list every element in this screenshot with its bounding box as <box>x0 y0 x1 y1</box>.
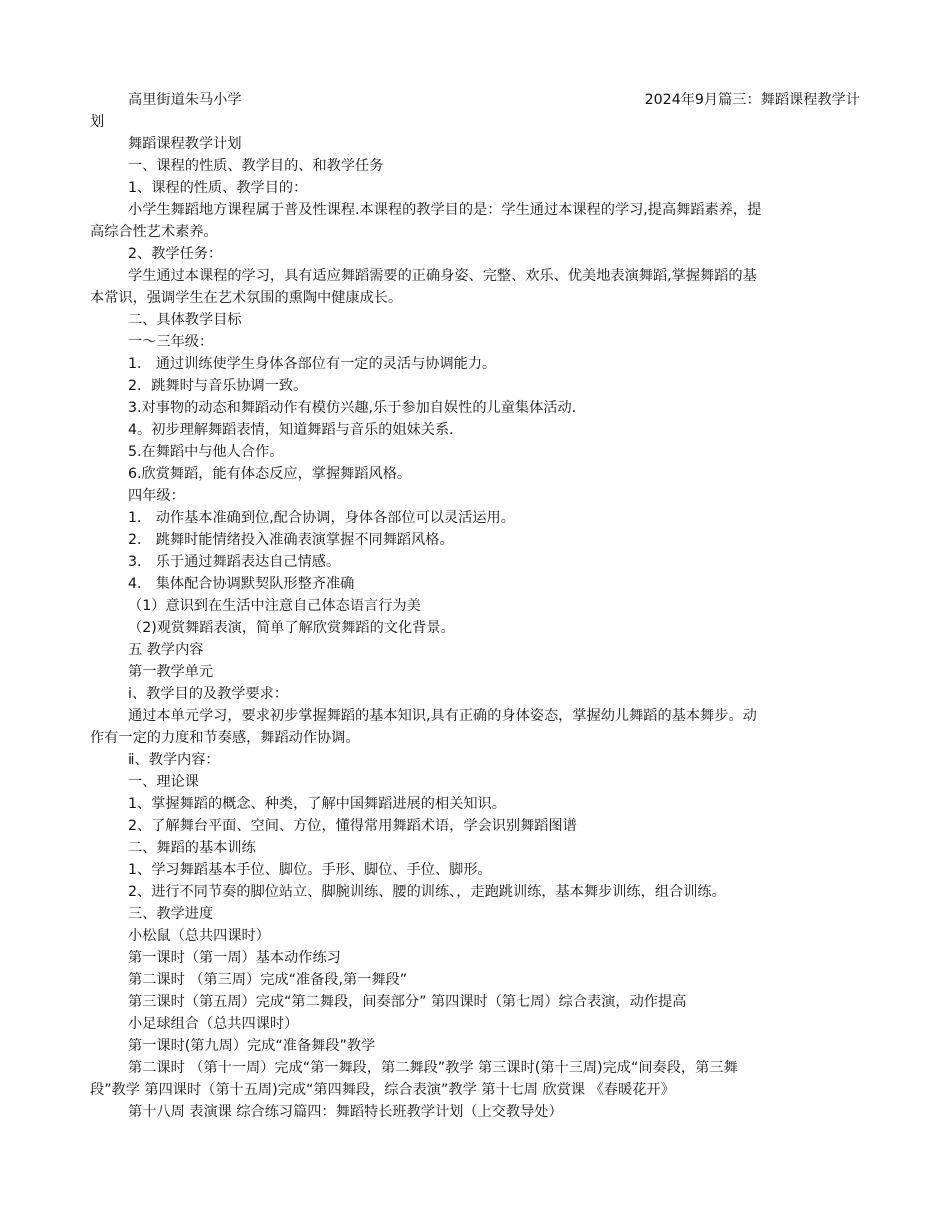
list-item: 3.对事物的动态和舞蹈动作有模仿兴趣,乐于参加自娱性的儿童集体活动. <box>128 400 577 416</box>
schedule-heading: 小足球组合（总共四课时） <box>128 1016 299 1032</box>
section-heading: 二、具体教学目标 <box>128 312 242 328</box>
list-item: 4． 集体配合协调默契队形整齐准确 <box>128 576 355 592</box>
list-item: 2、了解舞台平面、空间、方位，懂得常用舞蹈术语，学会识别舞蹈图谱 <box>128 818 577 834</box>
schedule-item: 第二课时 （第三周）完成“准备段,第一舞段” <box>128 972 408 988</box>
paragraph-line: 学生通过本课程的学习，具有适应舞蹈需要的正确身姿、完整、欢乐、优美地表演舞蹈,掌握舞蹈的基 <box>128 268 757 284</box>
grade-heading: 一～三年级： <box>128 334 214 350</box>
list-item: 3． 乐于通过舞蹈表达自己情感。 <box>128 554 341 570</box>
list-item: 4。初步理解舞蹈表情，知道舞蹈与音乐的姐妹关系. <box>128 422 454 438</box>
list-item: 6.欣赏舞蹈，能有体态反应，掌握舞蹈风格。 <box>128 466 412 482</box>
section-heading: 一、理论课 <box>128 774 199 790</box>
school-name: 高里街道朱马小学 <box>128 92 242 108</box>
date-and-title: 2024年9月篇三：舞蹈课程教学计 <box>644 92 860 108</box>
paragraph-line: 通过本单元学习，要求初步掌握舞蹈的基本知识,具有正确的身体姿态，掌握幼儿舞蹈的基本舞步。动 <box>128 708 757 724</box>
list-item: 1． 通过训练使学生身体各部位有一定的灵活与协调能力。 <box>128 356 497 372</box>
schedule-item: 第三课时（第五周）完成“第二舞段，间奏部分” 第四课时（第七周）综合表演，动作提高 <box>128 994 687 1010</box>
schedule-item: 第一课时（第一周）基本动作练习 <box>128 950 341 966</box>
section-heading: 一、课程的性质、教学目的、和教学任务 <box>128 158 384 174</box>
list-item: （1）意识到在生活中注意自己体态语言行为美 <box>128 598 421 614</box>
grade-heading: 四年级： <box>128 488 185 504</box>
list-item: 1． 动作基本准确到位,配合协调，身体各部位可以灵活运用。 <box>128 510 515 526</box>
paragraph-line: 高综合性艺术素养。 <box>90 224 218 240</box>
list-item: 2、进行不同节奏的脚位站立、脚腕训练、腰的训练、，走跑跳训练，基本舞步训练，组合训练。 <box>128 884 726 900</box>
list-item: 2．跳舞时与音乐协调一致。 <box>128 378 308 394</box>
schedule-item: 第十八周 表演课 综合练习篇四：舞蹈特长班教学计划（上交教导处） <box>128 1104 563 1120</box>
paragraph-line: 作有一定的力度和节奏感，舞蹈动作协调。 <box>90 730 360 746</box>
section-heading: 三、教学进度 <box>128 906 214 922</box>
list-item: 2． 跳舞时能情绪投入准确表演掌握不同舞蹈风格。 <box>128 532 454 548</box>
header-line <box>90 89 860 111</box>
schedule-item: 第二课时 （第十一周）完成“第一舞段，第二舞段”教学 第三课时(第十三周)完成“间奏段，第三舞 <box>128 1060 738 1076</box>
subsection-heading: 1、课程的性质、教学目的： <box>128 180 308 196</box>
subsection-heading: ⅱ、教学内容： <box>128 752 220 768</box>
text-line: 划 <box>90 114 105 130</box>
list-item: 1、掌握舞蹈的概念、种类，了解中国舞蹈进展的相关知识。 <box>128 796 506 812</box>
subsection-heading: 2、教学任务： <box>128 246 223 262</box>
document-title: 舞蹈课程教学计划 <box>128 136 242 152</box>
section-heading: 五 教学内容 <box>128 642 204 658</box>
subsection-heading: ⅰ、教学目的及教学要求： <box>128 686 289 702</box>
unit-heading: 第一教学单元 <box>128 664 214 680</box>
schedule-heading: 小松鼠（总共四课时） <box>128 928 270 944</box>
list-item: 1、学习舞蹈基本手位、脚位。手形、脚位、手位、脚形。 <box>128 862 492 878</box>
schedule-item: 段”教学 第四课时（第十五周)完成“第四舞段，综合表演”教学 第十七周 欣赏课 《春暖花开》 <box>90 1082 675 1098</box>
list-item: 5.在舞蹈中与他人合作。 <box>128 444 284 460</box>
schedule-item: 第一课时(第九周）完成“准备舞段”教学 <box>128 1038 376 1054</box>
section-heading: 二、舞蹈的基本训练 <box>128 840 256 856</box>
paragraph-line: 本常识，强调学生在艺术氛围的熏陶中健康成长。 <box>90 290 403 306</box>
list-item: （2)观赏舞蹈表演，简单了解欣赏舞蹈的文化背景。 <box>128 620 455 636</box>
paragraph-line: 小学生舞蹈地方课程属于普及性课程.本课程的教学目的是：学生通过本课程的学习,提高舞蹈素养，提 <box>128 202 762 218</box>
